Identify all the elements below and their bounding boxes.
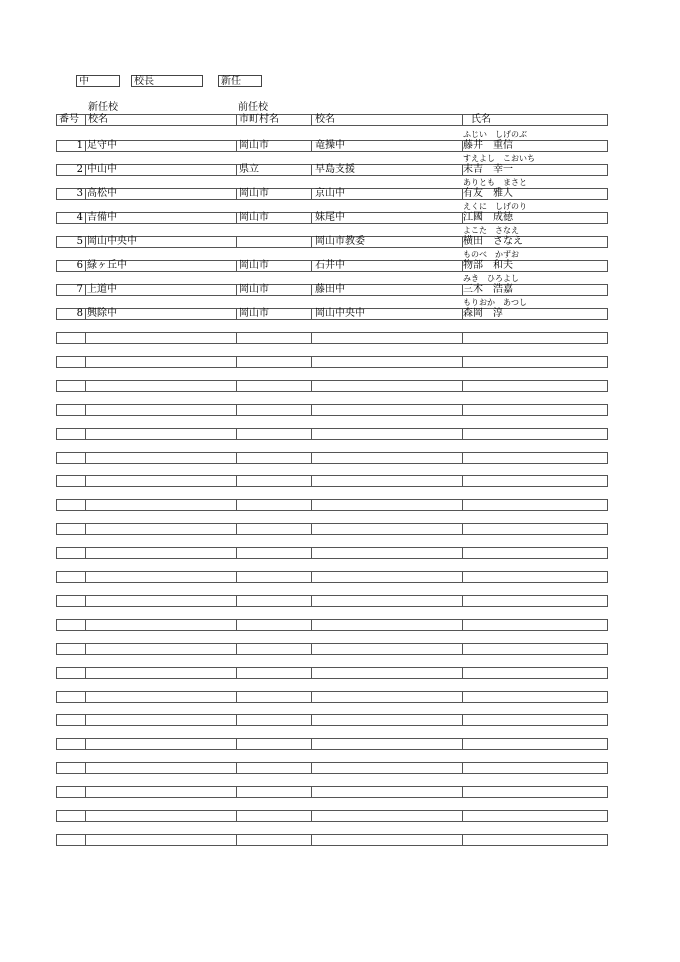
empty-table-row: [56, 404, 608, 416]
prev-school-name: 早島支援: [315, 164, 355, 175]
empty-table-row: [56, 643, 608, 655]
city-name: 岡山市: [239, 188, 269, 199]
table-row: [56, 140, 608, 152]
row-number: 3: [76, 188, 83, 199]
prev-school-name: 京山中: [315, 188, 345, 199]
city-name: 岡山市: [239, 260, 269, 271]
empty-table-row: [56, 714, 608, 726]
empty-table-row: [56, 810, 608, 822]
person-name: 藤井 重信: [463, 140, 513, 151]
table-header-row: [56, 114, 608, 126]
col-city-header: 市町村名: [239, 114, 279, 125]
new-school-name: 興除中: [87, 308, 117, 319]
row-number: 7: [76, 284, 83, 295]
col-prev-school-header: 校名: [315, 114, 335, 125]
row-number: 2: [76, 164, 83, 175]
empty-table-row: [56, 356, 608, 368]
empty-table-row: [56, 428, 608, 440]
person-name: 三木 浩嘉: [463, 284, 513, 295]
name-reading: ふじい しげのぶ: [463, 130, 527, 139]
row-number: 5: [76, 236, 83, 247]
empty-table-row: [56, 571, 608, 583]
name-reading: みき ひろよし: [463, 274, 519, 283]
group-prev-school-label: 前任校: [238, 102, 268, 113]
city-name: 岡山市: [239, 212, 269, 223]
name-reading: えくに しげのり: [463, 202, 527, 211]
empty-table-row: [56, 499, 608, 511]
empty-table-row: [56, 547, 608, 559]
table-row: [56, 284, 608, 296]
empty-table-row: [56, 738, 608, 750]
empty-table-row: [56, 834, 608, 846]
row-number: 8: [76, 308, 83, 319]
group-new-school-label: 新任校: [88, 102, 118, 113]
col-no-header: 番号: [59, 114, 79, 125]
level-field[interactable]: 中: [76, 75, 120, 87]
city-name: 岡山市: [239, 308, 269, 319]
table-row: [56, 212, 608, 224]
prev-school-name: 石井中: [315, 260, 345, 271]
row-number: 4: [76, 212, 83, 223]
person-name: 末吉 幸一: [463, 164, 513, 175]
empty-table-row: [56, 380, 608, 392]
new-school-name: 上道中: [87, 284, 117, 295]
new-school-name: 岡山中央中: [87, 236, 137, 247]
empty-table-row: [56, 667, 608, 679]
col-school-header: 校名: [88, 114, 108, 125]
prev-school-name: 岡山市教委: [315, 236, 365, 247]
new-school-name: 吉備中: [87, 212, 117, 223]
prev-school-name: 竜操中: [315, 140, 345, 151]
empty-table-row: [56, 619, 608, 631]
empty-table-row: [56, 332, 608, 344]
table-row: [56, 164, 608, 176]
row-number: 1: [76, 140, 83, 151]
empty-table-row: [56, 475, 608, 487]
position-field[interactable]: 校長: [131, 75, 203, 87]
empty-table-row: [56, 691, 608, 703]
prev-school-name: 藤田中: [315, 284, 345, 295]
row-number: 6: [76, 260, 83, 271]
city-name: 岡山市: [239, 140, 269, 151]
empty-table-row: [56, 786, 608, 798]
table-row: [56, 236, 608, 248]
empty-table-row: [56, 523, 608, 535]
table-row: [56, 260, 608, 272]
name-reading: もりおか あつし: [463, 298, 527, 307]
person-name: 横田 さなえ: [463, 236, 523, 247]
new-school-name: 足守中: [87, 140, 117, 151]
city-name: 岡山市: [239, 284, 269, 295]
col-name-header: 氏名: [471, 114, 491, 125]
new-school-name: 高松中: [87, 188, 117, 199]
name-reading: よこた さなえ: [463, 226, 519, 235]
empty-table-row: [56, 452, 608, 464]
table-row: [56, 188, 608, 200]
person-name: 物部 和夫: [463, 260, 513, 271]
person-name: 有友 雅人: [463, 188, 513, 199]
prev-school-name: 岡山中央中: [315, 308, 365, 319]
person-name: 江國 成徳: [463, 212, 513, 223]
empty-table-row: [56, 595, 608, 607]
table-row: [56, 308, 608, 320]
name-reading: ものべ かずお: [463, 250, 519, 259]
name-reading: すえよし こおいち: [463, 154, 535, 163]
new-school-name: 中山中: [87, 164, 117, 175]
person-name: 森岡 淳: [463, 308, 503, 319]
empty-table-row: [56, 762, 608, 774]
city-name: 県立: [239, 164, 259, 175]
prev-school-name: 妹尾中: [315, 212, 345, 223]
name-reading: ありとも まさと: [463, 178, 527, 187]
new-school-name: 緑ヶ丘中: [87, 260, 127, 271]
status-field[interactable]: 新任: [218, 75, 262, 87]
